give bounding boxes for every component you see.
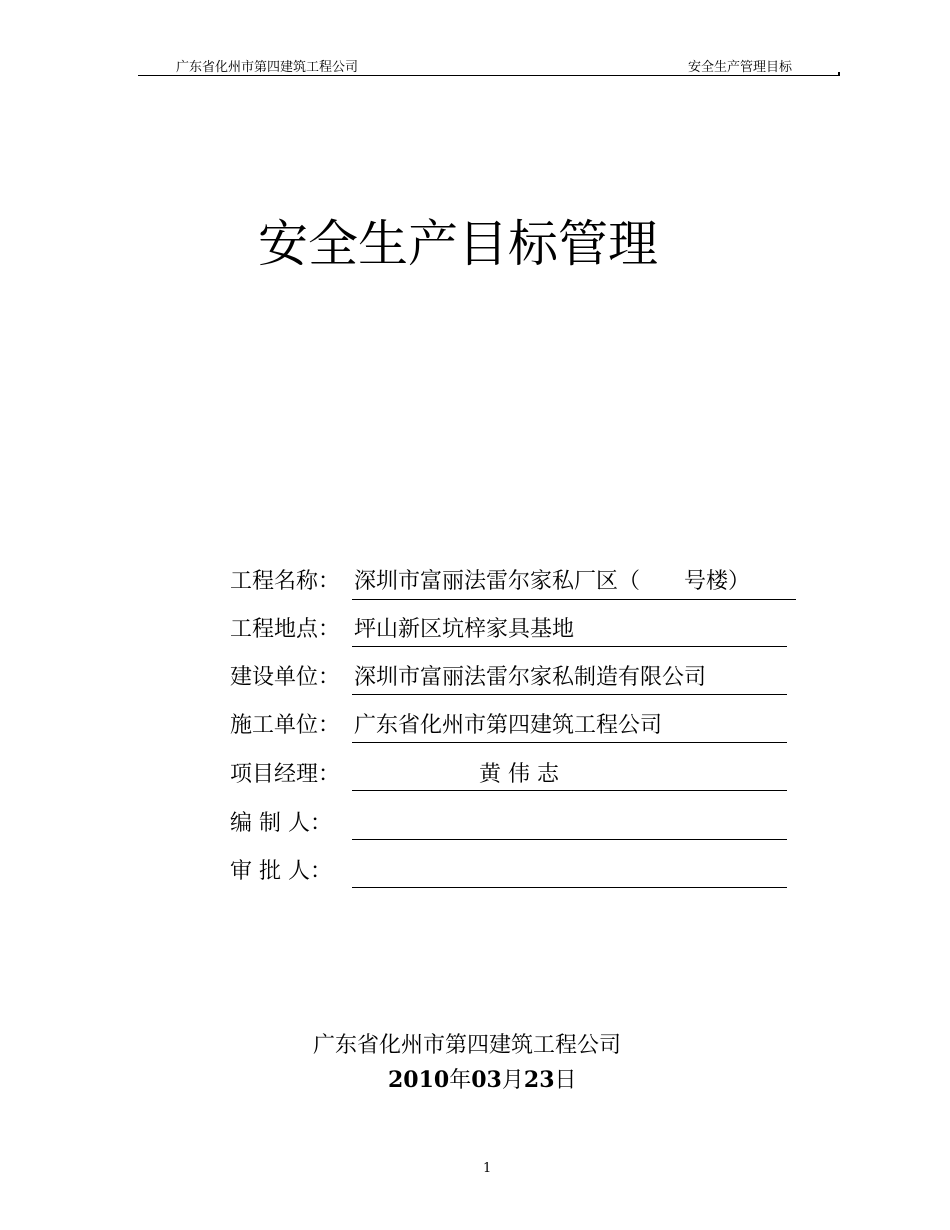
document-title: 安全生产目标管理 [258,215,658,273]
field-label: 项目经理： [230,762,341,787]
date-year-unit: 年 [449,1068,472,1093]
field-underline [352,887,787,888]
date-month-unit: 月 [501,1068,524,1093]
page-number: 1 [483,1161,492,1176]
header-company: 广东省化州市第四建筑工程公司 [176,60,359,75]
field-value: 深圳市富丽法雷尔家私厂区（ 号楼） [354,569,751,594]
footer-date [388,1066,577,1095]
field-value: 深圳市富丽法雷尔家私制造有限公司 [354,665,707,690]
header-rule [138,75,840,76]
field-label: 建设单位： [230,665,341,690]
field-value: 黄 伟 志 [479,762,559,787]
field-label: 工程名称： [230,569,341,594]
date-day: 23 [523,1067,555,1093]
field-label: 编 制 人： [230,811,332,836]
date-year: 2010 [388,1067,450,1093]
field-underline [352,742,787,743]
field-underline [352,646,787,647]
date-day-unit: 日 [554,1068,577,1093]
header-section-title: 安全生产管理目标 [688,60,793,75]
field-underline [352,790,787,791]
field-label: 施工单位： [230,713,341,738]
field-value: 坪山新区坑梓家具基地 [354,617,575,642]
field-label: 工程地点： [230,617,341,642]
date-month: 03 [471,1067,502,1093]
field-underline [352,839,787,840]
field-underline [352,694,787,695]
field-value: 广东省化州市第四建筑工程公司 [354,713,663,738]
header-mark [838,72,840,76]
field-label: 审 批 人： [230,859,332,884]
field-underline [352,599,796,600]
footer-company: 广东省化州市第四建筑工程公司 [313,1033,622,1058]
